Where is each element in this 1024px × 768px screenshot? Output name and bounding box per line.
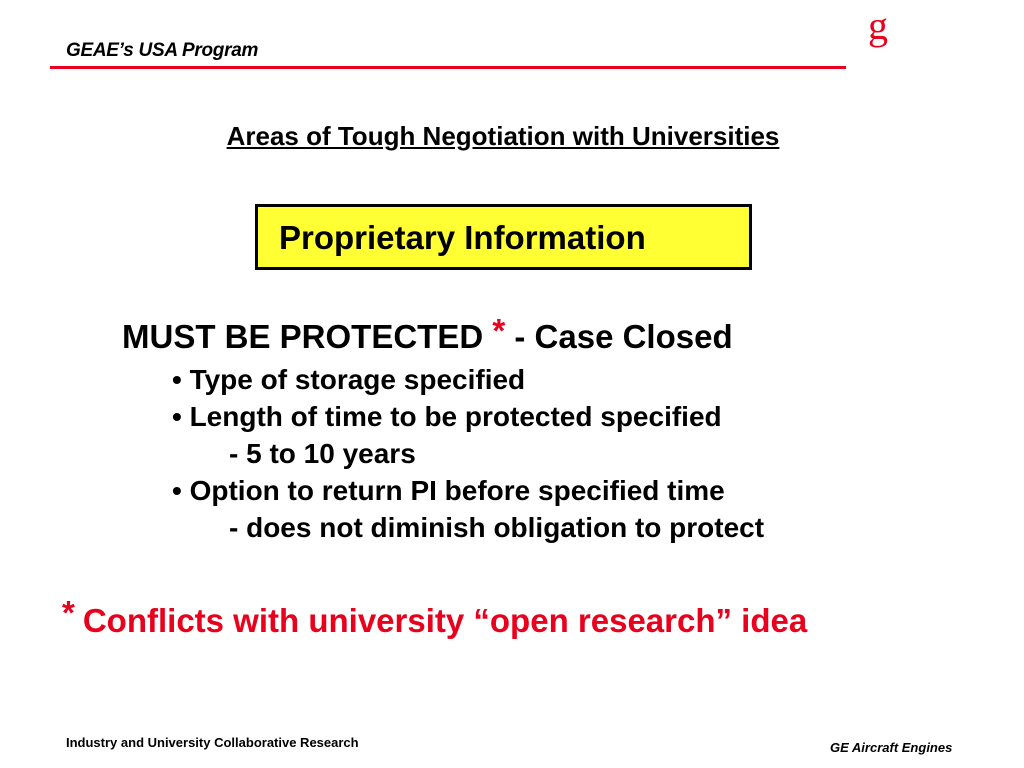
boxed-heading: Proprietary Information: [279, 219, 646, 256]
footnote: [62, 594, 808, 640]
main-heading-text: MUST BE PROTECTED: [122, 318, 484, 355]
footnote-text: Conflicts with university “open research” idea: [82, 602, 808, 639]
main-heading-suffix: - Case Closed: [514, 318, 733, 355]
proprietary-information-box: [255, 204, 752, 270]
main-heading: [122, 312, 733, 356]
header-divider: [50, 66, 846, 69]
bullet-sub-item: - 5 to 10 years: [229, 438, 416, 469]
bullet-item: • Length of time to be protected specified: [172, 401, 722, 432]
footnote-star: *: [62, 594, 75, 631]
footer-right-text: GE Aircraft Engines: [830, 740, 953, 755]
ge-logo: g: [868, 3, 888, 48]
bullet-item: • Option to return PI before specified time: [172, 475, 725, 506]
bullet-sub-item: - does not diminish obligation to protect: [229, 512, 765, 543]
footnote-star-marker: *: [492, 312, 506, 349]
footer-left-text: Industry and University Collaborative Research: [66, 735, 359, 750]
header-title: GEAE’s USA Program: [66, 40, 259, 61]
slide-title: Areas of Tough Negotiation with Universities: [226, 121, 780, 151]
bullet-item: • Type of storage specified: [172, 364, 526, 395]
